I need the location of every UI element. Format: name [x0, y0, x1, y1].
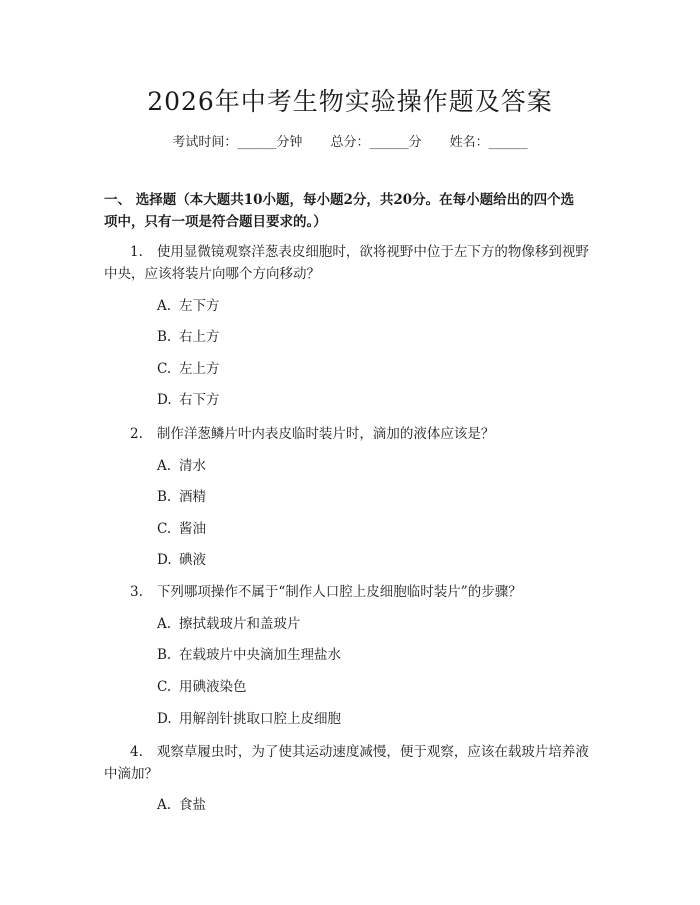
- option-text: 清水: [179, 458, 206, 474]
- question-text-cont: 中央，应该将装片向哪个方向移动？: [104, 266, 320, 282]
- option-text: 左上方: [179, 361, 220, 377]
- question-1: [104, 241, 604, 285]
- question-text-cont: 中滴加？: [104, 766, 158, 782]
- option-text: 右下方: [179, 392, 220, 408]
- option-letter: B.: [157, 647, 172, 663]
- section-heading: [104, 189, 614, 233]
- question-text: 下列哪项操作不属于“制作人口腔上皮细胞临时装片”的步骤？: [156, 584, 522, 600]
- option-letter: C.: [157, 521, 172, 537]
- option-letter: B.: [157, 489, 172, 505]
- question-3: [104, 581, 604, 603]
- question-text: 制作洋葱鳞片叶内表皮临时装片时，滴加的液体应该是？: [156, 426, 495, 442]
- option-text: 用解剖针挑取口腔上皮细胞: [179, 711, 341, 727]
- option-text: 在载玻片中央滴加生理盐水: [179, 647, 341, 663]
- option-letter: A.: [157, 298, 172, 314]
- option-text: 酒精: [179, 489, 206, 505]
- option-letter: C.: [157, 361, 172, 377]
- option-text: 食盐: [179, 797, 206, 813]
- question-text: 观察草履虫时，为了使其运动速度减慢，便于观察，应该在载玻片培养液: [156, 744, 589, 760]
- section-heading-line: 项中，只有一项是符合题目要求的。）: [104, 214, 327, 230]
- page-title: 2026年中考生物实验操作题及答案: [147, 87, 553, 116]
- question-number: 2.: [130, 426, 143, 442]
- option-letter: B.: [157, 329, 172, 345]
- option-4a: [157, 795, 206, 815]
- option-3d: [157, 709, 341, 729]
- question-number: 3.: [130, 584, 143, 600]
- option-1a: [157, 296, 220, 316]
- question-4: [104, 741, 604, 785]
- option-3c: [157, 677, 247, 697]
- option-text: 酱油: [179, 521, 206, 537]
- question-number: 4.: [130, 744, 143, 760]
- student-name-field: 姓名：______: [449, 135, 528, 150]
- option-1d: [157, 390, 220, 410]
- option-2a: [157, 456, 206, 476]
- option-text: 用碘液染色: [179, 679, 247, 695]
- section-heading-line: 一、 选择题（本大题共10小题，每小题2分，共20分。在每小题给出的四个选: [104, 192, 575, 208]
- option-letter: C.: [157, 679, 172, 695]
- option-2c: [157, 519, 206, 539]
- exam-meta: [0, 131, 700, 150]
- question-text: 使用显微镜观察洋葱表皮细胞时，欲将视野中位于左下方的物像移到视野: [156, 244, 589, 260]
- option-3b: [157, 645, 341, 665]
- exam-time-field: 考试时间：______分钟: [172, 135, 303, 150]
- total-score-field: 总分：______分: [330, 135, 422, 150]
- option-letter: A.: [157, 797, 172, 813]
- option-text: 右上方: [179, 329, 220, 345]
- option-letter: A.: [157, 458, 172, 474]
- option-3a: [157, 614, 301, 634]
- option-2d: [157, 550, 206, 570]
- option-2b: [157, 487, 206, 507]
- question-2: [104, 423, 604, 445]
- option-text: 碘液: [179, 552, 206, 568]
- option-letter: D.: [157, 392, 172, 408]
- option-1c: [157, 359, 220, 379]
- option-letter: A.: [157, 616, 172, 632]
- option-letter: D.: [157, 552, 172, 568]
- option-1b: [157, 327, 220, 347]
- option-letter: D.: [157, 711, 172, 727]
- option-text: 擦拭载玻片和盖玻片: [179, 616, 301, 632]
- question-number: 1.: [130, 244, 143, 260]
- option-text: 左下方: [179, 298, 220, 314]
